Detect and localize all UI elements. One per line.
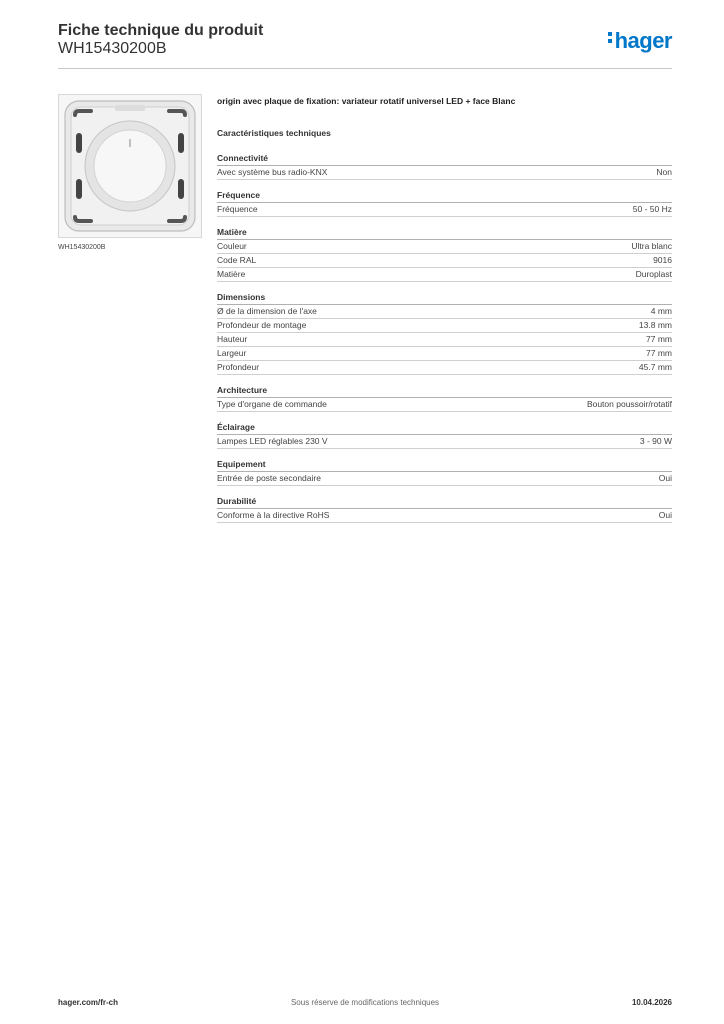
footer-website-link[interactable]: hager.com/fr-ch <box>58 998 119 1007</box>
spec-row <box>217 435 672 449</box>
page-title: Fiche technique du produit <box>58 22 264 39</box>
group-connectivite <box>217 153 672 180</box>
spec-row <box>217 254 672 268</box>
spec-value: Bouton poussoir/rotatif <box>586 399 672 409</box>
spec-value: Oui <box>658 473 672 483</box>
spec-value: 50 - 50 Hz <box>632 204 672 214</box>
group-durabilite <box>217 496 672 523</box>
spec-value: Ultra blanc <box>631 241 672 251</box>
header-divider <box>58 68 672 69</box>
spec-label: Hauteur <box>217 334 248 344</box>
spec-value: 9016 <box>653 255 672 265</box>
spec-row <box>217 319 672 333</box>
image-caption: WH15430200B <box>58 244 106 251</box>
spec-label: Type d'organe de commande <box>217 399 327 409</box>
spec-label: Entrée de poste secondaire <box>217 473 321 483</box>
spec-label: Profondeur <box>217 362 260 372</box>
spec-row <box>217 398 672 412</box>
spec-label: Fréquence <box>217 204 258 214</box>
group-frequence <box>217 190 672 217</box>
spec-row <box>217 240 672 254</box>
spec-value: Oui <box>658 510 672 520</box>
spec-label: Ø de la dimension de l'axe <box>217 306 317 316</box>
group-dimensions <box>217 292 672 375</box>
spec-label: Matière <box>217 269 246 279</box>
group-title: Éclairage <box>217 422 672 435</box>
footer-notice: Sous réserve de modifications techniques <box>290 998 440 1007</box>
spec-value: 77 mm <box>646 334 672 344</box>
group-title: Connectivité <box>217 153 672 166</box>
group-architecture <box>217 385 672 412</box>
spec-value: 3 - 90 W <box>639 436 672 446</box>
spec-label: Couleur <box>217 241 247 251</box>
spec-value: 45.7 mm <box>638 362 672 372</box>
group-title: Durabilité <box>217 496 672 509</box>
group-matiere <box>217 227 672 282</box>
group-title: Equipement <box>217 459 672 472</box>
spec-label: Code RAL <box>217 255 257 265</box>
section-title: Caractéristiques techniques <box>217 128 331 138</box>
spec-value: 13.8 mm <box>638 320 672 330</box>
hager-logo <box>608 28 672 54</box>
spec-label: Largeur <box>217 348 247 358</box>
spec-row <box>217 305 672 319</box>
spec-row <box>217 203 672 217</box>
spec-row <box>217 347 672 361</box>
group-title: Architecture <box>217 385 672 398</box>
spec-value: Duroplast <box>635 269 672 279</box>
document-header <box>58 22 672 58</box>
spec-label: Lampes LED réglables 230 V <box>217 436 328 446</box>
spec-row <box>217 166 672 180</box>
spec-label: Avec système bus radio-KNX <box>217 167 328 177</box>
spec-label: Profondeur de montage <box>217 320 307 330</box>
spec-value: Non <box>656 167 672 177</box>
product-reference: WH15430200B <box>58 40 167 57</box>
spec-row <box>217 333 672 347</box>
product-description: origin avec plaque de fixation: variateur rotatif universel LED + face Blanc <box>217 96 516 106</box>
logo-text: hager <box>614 28 672 53</box>
spec-row <box>217 361 672 375</box>
dimmer-switch-icon <box>59 95 201 237</box>
group-equipement <box>217 459 672 486</box>
specifications <box>217 96 672 533</box>
spec-row <box>217 472 672 486</box>
spec-label: Conforme à la directive RoHS <box>217 510 330 520</box>
group-title: Dimensions <box>217 292 672 305</box>
spec-value: 4 mm <box>650 306 672 316</box>
group-title: Fréquence <box>217 190 672 203</box>
logo-colon-icon <box>608 29 612 46</box>
dimmer-switch-image <box>58 94 202 238</box>
footer-date: 10.04.2026 <box>631 998 672 1007</box>
spec-row <box>217 268 672 282</box>
group-title: Matière <box>217 227 672 240</box>
group-eclairage <box>217 422 672 449</box>
spec-value: 77 mm <box>646 348 672 358</box>
spec-row <box>217 509 672 523</box>
